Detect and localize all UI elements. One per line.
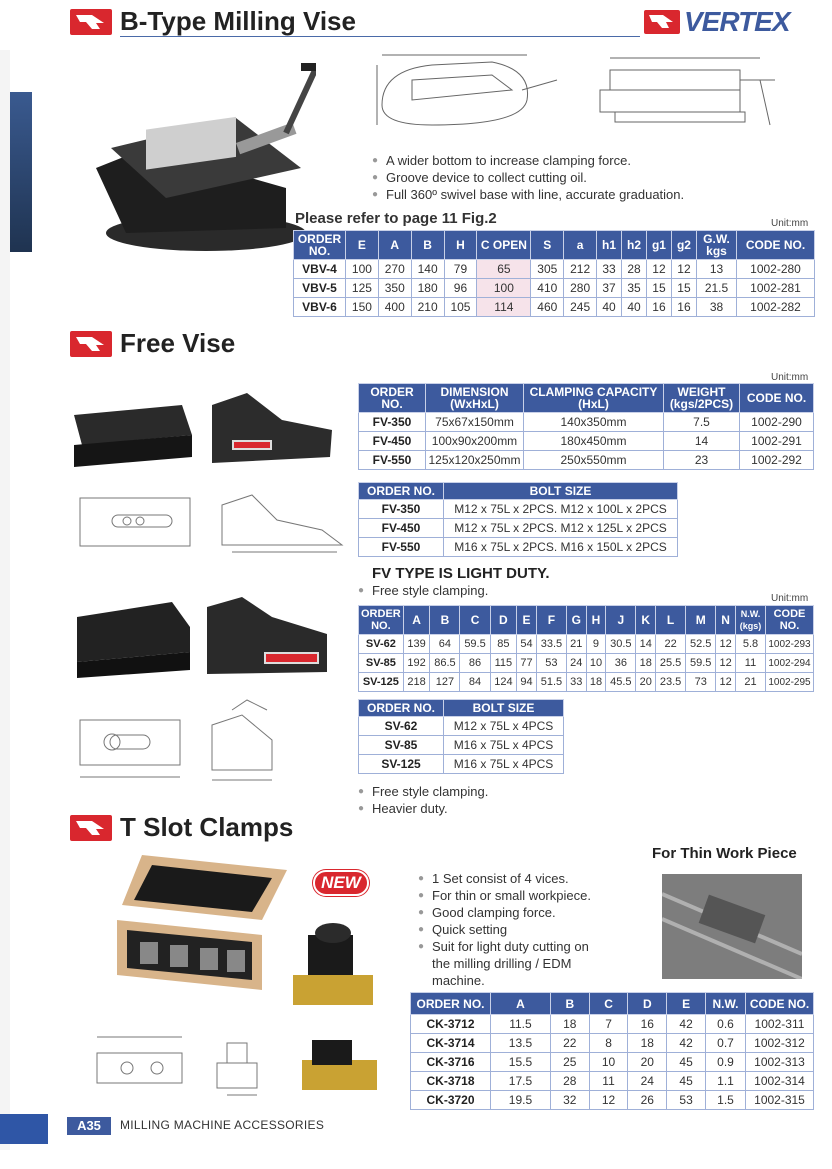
table-row: CK-3716 15.5 25 10 20 45 0.9 1002-313 — [411, 1053, 814, 1072]
col-order-no: ORDER NO. — [359, 700, 444, 717]
section-title-b-type: B-Type Milling Vise — [70, 6, 356, 37]
t-slot-subtitle: For Thin Work Piece — [652, 845, 797, 862]
col-order-no: ORDER NO. — [359, 384, 426, 413]
col-e: E — [517, 606, 537, 635]
table-row: SV-85 M16 x 75L x 4PCS — [359, 736, 564, 755]
col-c: C — [460, 606, 490, 635]
table-header-row — [411, 993, 814, 1015]
table-row: FV-350 M12 x 75L x 2PCS. M12 x 100L x 2PCS — [359, 500, 678, 519]
unit-label: Unit:mm — [771, 593, 809, 604]
table-row: CK-3720 19.5 32 12 26 53 1.5 1002-315 — [411, 1091, 814, 1110]
feature-item: ● Good clamping force. — [418, 904, 598, 921]
table-row: SV-125 218 127 84 124 94 51.5 33 18 45.5 20 23.5 73 12 21 1002-295 — [359, 673, 814, 692]
col-weight: WEIGHT (kgs/2PCS) — [664, 384, 740, 413]
table-row: VBV-4 100 270 140 79 65 305 212 33 28 12 12 13 1002-280 — [294, 260, 815, 279]
section-title-free-vise: Free Vise — [70, 328, 235, 359]
thin-work-piece-photo — [662, 874, 802, 979]
b-type-vise-photo — [86, 58, 316, 253]
col-e: E — [346, 231, 379, 260]
free-vise-photo — [72, 385, 342, 470]
col-code-no: CODE NO. — [737, 231, 815, 260]
col-code-no: CODE NO. — [740, 384, 814, 413]
col-h: H — [586, 606, 606, 635]
section-rule — [120, 36, 640, 37]
fv-features — [358, 582, 488, 599]
col-code-no: CODE NO. — [766, 606, 814, 635]
feature-item: ● Heavier duty. — [358, 800, 488, 817]
b-type-spec-table — [293, 230, 815, 317]
col-k: K — [636, 606, 656, 635]
section-title-t-slot: T Slot Clamps — [70, 812, 293, 843]
table-header-row — [359, 700, 564, 717]
table-header-row — [359, 384, 814, 413]
col-code-no: CODE NO. — [746, 993, 814, 1015]
fv-spec-table — [358, 383, 814, 470]
b-type-side-drawing — [590, 50, 790, 135]
feature-item: ● Full 360º swivel base with line, accurate graduation. — [372, 186, 684, 203]
table-row: CK-3714 13.5 22 8 18 42 0.7 1002-312 — [411, 1034, 814, 1053]
brand-mark-icon — [70, 331, 112, 357]
col-e: E — [667, 993, 706, 1015]
table-row: CK-3712 11.5 18 7 16 42 0.6 1002-311 — [411, 1015, 814, 1034]
col-bolt-size: BOLT SIZE — [444, 700, 564, 717]
table-row: FV-350 75x67x150mm 140x350mm 7.5 1002-290 — [359, 413, 814, 432]
col-bolt-size: BOLT SIZE — [444, 483, 678, 500]
feature-item: ● For thin or small workpiece. — [418, 887, 598, 904]
t-slot-features — [418, 870, 598, 989]
table-row: CK-3718 17.5 28 11 24 45 1.1 1002-314 — [411, 1072, 814, 1091]
col-d: D — [490, 606, 517, 635]
col-order-no: ORDER NO. — [294, 231, 346, 260]
t-slot-clamp-photo — [288, 915, 378, 1015]
feature-item: ● Free style clamping. — [358, 582, 488, 599]
brand-name: VERTEX — [684, 6, 790, 37]
brand-mark-icon — [70, 9, 112, 35]
col-nw: N.W. (kgs) — [736, 606, 766, 635]
table-row: VBV-5 125 350 180 96 100 410 280 37 35 15 15 21.5 1002-281 — [294, 279, 815, 298]
col-a: A — [491, 993, 551, 1015]
sv-features — [358, 783, 488, 817]
fv-bolt-table — [358, 482, 678, 557]
left-margin-strip — [0, 50, 10, 1150]
page-number: A35 — [67, 1117, 111, 1135]
col-n: N — [716, 606, 736, 635]
col-c: C — [589, 993, 628, 1015]
table-row: FV-550 M16 x 75L x 2PCS. M16 x 150L x 2PCS — [359, 538, 678, 557]
col-dimension: DIMENSION (WxHxL) — [426, 384, 524, 413]
side-photo-strip — [10, 92, 32, 252]
table-header-row — [359, 483, 678, 500]
t-slot-clamp-drawing — [92, 1025, 392, 1105]
col-b: B — [430, 606, 460, 635]
b-type-top-drawing — [372, 50, 562, 135]
col-a: A — [378, 231, 411, 260]
col-g1: g1 — [646, 231, 671, 260]
feature-item: ● Quick setting — [418, 921, 598, 938]
col-s: S — [531, 231, 564, 260]
col-h1: h1 — [597, 231, 622, 260]
sv-vise-photo — [72, 592, 332, 682]
col-h2: h2 — [622, 231, 647, 260]
table-header-row — [359, 606, 814, 635]
unit-label: Unit:mm — [771, 218, 809, 229]
col-b: B — [550, 993, 589, 1015]
feature-item: ● Free style clamping. — [358, 783, 488, 800]
table-row: SV-62 139 64 59.5 85 54 33.5 21 9 30.5 14 22 52.5 12 5.8 1002-293 — [359, 635, 814, 654]
feature-item: ● 1 Set consist of 4 vices. — [418, 870, 598, 887]
table-row: FV-550 125x120x250mm 250x550mm 23 1002-292 — [359, 451, 814, 470]
sv-spec-table — [358, 605, 814, 692]
b-type-features — [372, 152, 684, 203]
col-m: M — [686, 606, 716, 635]
col-d: D — [628, 993, 667, 1015]
brand-logo — [644, 6, 790, 38]
footer-section-name: MILLING MACHINE ACCESSORIES — [120, 1118, 325, 1132]
col-b: B — [411, 231, 444, 260]
brand-logo-icon — [644, 10, 680, 34]
table-row: SV-62 M12 x 75L x 4PCS — [359, 717, 564, 736]
free-vise-drawing — [72, 490, 352, 555]
col-j: J — [606, 606, 636, 635]
table-row: SV-125 M16 x 75L x 4PCS — [359, 755, 564, 774]
col-h: H — [444, 231, 477, 260]
col-c-open: C OPEN — [477, 231, 531, 260]
brand-mark-icon — [70, 815, 112, 841]
sv-bolt-table — [358, 699, 564, 774]
table-row: FV-450 100x90x200mm 180x450mm 14 1002-291 — [359, 432, 814, 451]
col-clamping-capacity: CLAMPING CAPACITY (HxL) — [524, 384, 664, 413]
table-row: FV-450 M12 x 75L x 2PCS. M12 x 125L x 2PCS — [359, 519, 678, 538]
col-order-no: ORDER NO. — [411, 993, 491, 1015]
col-f: F — [536, 606, 566, 635]
col-g2: g2 — [671, 231, 696, 260]
col-order-no: ORDER NO. — [359, 606, 404, 635]
feature-item: ● Suit for light duty cutting on the milling drilling / EDM machine. — [418, 938, 598, 989]
col-a-small: a — [564, 231, 597, 260]
feature-item: ● A wider bottom to increase clamping force. — [372, 152, 684, 169]
new-badge: NEW — [313, 870, 369, 896]
refer-note: Please refer to page 11 Fig.2 — [295, 210, 497, 227]
t-slot-box-photo — [112, 850, 292, 995]
col-a: A — [403, 606, 430, 635]
t-slot-spec-table — [410, 992, 814, 1110]
table-row: SV-85 192 86.5 86 115 77 53 24 10 36 18 25.5 59.5 12 11 1002-294 — [359, 654, 814, 673]
col-l: L — [656, 606, 686, 635]
feature-item: ● Groove device to collect cutting oil. — [372, 169, 684, 186]
footer-accent — [0, 1114, 48, 1144]
table-row: VBV-6 150 400 210 105 114 460 245 40 40 16 16 38 1002-282 — [294, 298, 815, 317]
col-nw: N.W. — [706, 993, 746, 1015]
unit-label: Unit:mm — [771, 372, 809, 383]
col-g: G — [566, 606, 586, 635]
sv-vise-drawing — [72, 695, 342, 785]
col-order-no: ORDER NO. — [359, 483, 444, 500]
table-header-row — [294, 231, 815, 260]
light-duty-note: FV TYPE IS LIGHT DUTY. — [372, 565, 550, 582]
col-gw: G.W. kgs — [697, 231, 737, 260]
